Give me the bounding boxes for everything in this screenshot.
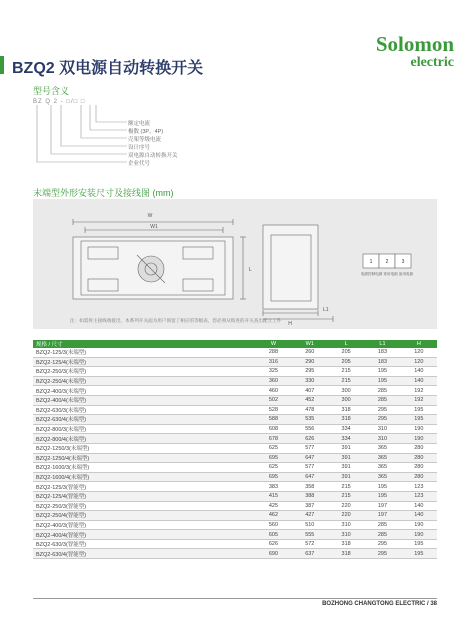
cell-value: 195	[364, 376, 400, 386]
cell-value: 140	[401, 367, 437, 377]
cell-value: 192	[401, 395, 437, 405]
table-row	[33, 482, 437, 492]
table-row	[33, 367, 437, 377]
table-row	[33, 443, 437, 453]
cell-value: 555	[292, 530, 328, 540]
cell-value: 358	[292, 482, 328, 492]
cell-value: 310	[328, 530, 364, 540]
drawing-note: 注：如需将主接线端接出，本系列开关面为用户预留了相应的等级表，您必须从购进的开关查出配立工件	[70, 318, 282, 323]
cell-value: 140	[401, 511, 437, 521]
table-row	[33, 453, 437, 463]
table-row	[33, 348, 437, 357]
cell-value: 316	[255, 357, 291, 367]
cell-value: 318	[328, 415, 364, 425]
cell-value: 334	[328, 434, 364, 444]
cell-spec: BZQ2-1250/3(末端型)	[33, 443, 255, 453]
cell-value: 560	[255, 520, 291, 530]
cell-value: 391	[328, 463, 364, 473]
cell-value: 120	[401, 348, 437, 357]
terminal-3: 3	[401, 259, 405, 265]
cell-spec: BZQ2-630/3(末端型)	[33, 405, 255, 415]
cell-spec: BZQ2-125/4(智能型)	[33, 491, 255, 501]
cell-value: 220	[328, 501, 364, 511]
cell-value: 572	[292, 539, 328, 549]
table-row	[33, 424, 437, 434]
label-h: H	[288, 321, 292, 327]
cell-value: 577	[292, 463, 328, 473]
model-explain-frame-current: 壳架等级电流	[128, 137, 162, 143]
cell-value: 190	[401, 434, 437, 444]
cell-value: 625	[255, 443, 291, 453]
cell-value: 608	[255, 424, 291, 434]
cell-spec: BZQ2-250/4(智能型)	[33, 511, 255, 521]
cell-value: 647	[292, 472, 328, 482]
cell-value: 383	[255, 482, 291, 492]
cell-value: 535	[292, 415, 328, 425]
brand-sub: electric	[410, 55, 454, 70]
cell-value: 197	[364, 511, 400, 521]
label-l: L	[249, 267, 252, 273]
cell-value: 290	[292, 357, 328, 367]
cell-value: 280	[401, 453, 437, 463]
cell-value: 295	[364, 415, 400, 425]
cell-value: 334	[328, 424, 364, 434]
cell-spec: BZQ2-800/3(末端型)	[33, 424, 255, 434]
cell-spec: BZQ2-1600/4(末端型)	[33, 472, 255, 482]
cell-value: 387	[292, 501, 328, 511]
cell-value: 280	[401, 463, 437, 473]
cell-value: 195	[401, 539, 437, 549]
cell-value: 588	[255, 415, 291, 425]
cell-value: 215	[328, 367, 364, 377]
cell-spec: BZQ2-400/4(末端型)	[33, 395, 255, 405]
model-explain-design-no: 设计序号	[128, 145, 151, 151]
cell-value: 220	[328, 511, 364, 521]
cell-spec: BZQ2-125/4(末端型)	[33, 357, 255, 367]
brand-logo	[376, 34, 454, 70]
table-row	[33, 434, 437, 444]
table-row	[33, 530, 437, 540]
table-row	[33, 376, 437, 386]
cell-value: 215	[328, 376, 364, 386]
cell-value: 123	[401, 482, 437, 492]
page-footer: BOZHONG CHANGTONG ELECTRIC / 38	[322, 601, 437, 607]
cell-spec: BZQ2-1250/4(末端型)	[33, 453, 255, 463]
cell-value: 295	[364, 549, 400, 559]
cell-value: 318	[328, 549, 364, 559]
table-row	[33, 386, 437, 396]
cell-value: 285	[364, 530, 400, 540]
cell-value: 192	[401, 386, 437, 396]
cell-value: 365	[364, 472, 400, 482]
cell-value: 452	[292, 395, 328, 405]
model-explain-poles: 极数 (3P、4P)	[128, 129, 164, 135]
cell-value: 288	[255, 348, 291, 357]
cell-value: 195	[401, 549, 437, 559]
dimension-drawing	[33, 199, 437, 329]
cell-value: 695	[255, 472, 291, 482]
cell-value: 215	[328, 482, 364, 492]
brand-name: Solomon	[375, 32, 454, 56]
cell-spec: BZQ2-800/4(末端型)	[33, 434, 255, 444]
cell-spec: BZQ2-630/4(智能型)	[33, 549, 255, 559]
switch-outline-drawing	[33, 199, 437, 329]
cell-value: 556	[292, 424, 328, 434]
table-row	[33, 472, 437, 482]
cell-value: 391	[328, 453, 364, 463]
cell-value: 285	[364, 395, 400, 405]
terminal-caption: 电源控制电源 常用电源 备用电源	[360, 272, 414, 276]
cell-value: 140	[401, 501, 437, 511]
terminal-2: 2	[385, 259, 389, 265]
header-spec: 规格 / 尺寸	[33, 340, 255, 348]
table-row	[33, 463, 437, 473]
cell-value: 415	[255, 491, 291, 501]
cell-value: 300	[328, 386, 364, 396]
terminal-1: 1	[369, 259, 373, 265]
cell-value: 183	[364, 348, 400, 357]
cell-value: 195	[401, 405, 437, 415]
cell-value: 285	[364, 386, 400, 396]
cell-value: 195	[364, 367, 400, 377]
cell-spec: BZQ2-400/4(智能型)	[33, 530, 255, 540]
cell-spec: BZQ2-1600/3(末端型)	[33, 463, 255, 473]
cell-value: 678	[255, 434, 291, 444]
cell-value: 295	[364, 539, 400, 549]
cell-spec: BZQ2-125/3(末端型)	[33, 348, 255, 357]
cell-value: 460	[255, 386, 291, 396]
title-bar	[0, 53, 240, 75]
model-explain-rated-current: 额定电流	[128, 121, 151, 127]
header-l1: L1	[364, 340, 400, 348]
cell-value: 318	[328, 405, 364, 415]
label-l1: L1	[323, 307, 329, 313]
table-row	[33, 511, 437, 521]
cell-value: 690	[255, 549, 291, 559]
cell-value: 205	[328, 357, 364, 367]
cell-spec: BZQ2-250/4(末端型)	[33, 376, 255, 386]
header-w: W	[255, 340, 291, 348]
header-w1: W1	[292, 340, 328, 348]
cell-spec: BZQ2-400/3(末端型)	[33, 386, 255, 396]
cell-value: 318	[328, 539, 364, 549]
table-row	[33, 549, 437, 559]
cell-value: 365	[364, 443, 400, 453]
model-code-leader-lines	[33, 103, 133, 173]
cell-value: 637	[292, 549, 328, 559]
cell-spec: BZQ2-630/4(末端型)	[33, 415, 255, 425]
cell-value: 310	[364, 434, 400, 444]
cell-value: 190	[401, 520, 437, 530]
cell-spec: BZQ2-400/3(智能型)	[33, 520, 255, 530]
cell-value: 183	[364, 357, 400, 367]
cell-value: 260	[292, 348, 328, 357]
cell-value: 365	[364, 453, 400, 463]
header-h: H	[401, 340, 437, 348]
table-row	[33, 501, 437, 511]
cell-value: 695	[255, 453, 291, 463]
table-row	[33, 415, 437, 425]
cell-value: 205	[328, 348, 364, 357]
label-w: W	[147, 213, 153, 219]
cell-value: 626	[255, 539, 291, 549]
table-header-row	[33, 340, 437, 348]
cell-value: 391	[328, 472, 364, 482]
dimension-table-body	[33, 348, 437, 559]
table-row	[33, 405, 437, 415]
cell-spec: BZQ2-630/3(智能型)	[33, 539, 255, 549]
cell-value: 195	[364, 482, 400, 492]
model-code: BZ Q 2 - □/□ □	[33, 99, 86, 105]
cell-value: 407	[292, 386, 328, 396]
cell-value: 295	[292, 367, 328, 377]
title-accent	[0, 56, 4, 74]
cell-value: 300	[328, 395, 364, 405]
cell-value: 388	[292, 491, 328, 501]
table-row	[33, 520, 437, 530]
cell-value: 462	[255, 511, 291, 521]
model-explain-product: 双电源自动转换开关	[128, 153, 178, 159]
footer-rule	[33, 598, 437, 599]
section-model-heading: 型号含义	[33, 86, 70, 96]
table-row	[33, 491, 437, 501]
cell-value: 310	[328, 520, 364, 530]
cell-value: 360	[255, 376, 291, 386]
cell-value: 425	[255, 501, 291, 511]
cell-value: 605	[255, 530, 291, 540]
cell-value: 190	[401, 424, 437, 434]
cell-value: 195	[364, 491, 400, 501]
cell-value: 391	[328, 443, 364, 453]
cell-value: 647	[292, 453, 328, 463]
cell-value: 577	[292, 443, 328, 453]
cell-value: 195	[401, 415, 437, 425]
cell-value: 625	[255, 463, 291, 473]
cell-spec: BZQ2-250/3(末端型)	[33, 367, 255, 377]
section-dims-heading: 末端型外形安装尺寸及接线图 (mm)	[33, 188, 174, 198]
cell-value: 478	[292, 405, 328, 415]
cell-value: 626	[292, 434, 328, 444]
table-row	[33, 539, 437, 549]
cell-value: 295	[364, 405, 400, 415]
model-explain-company: 企业代号	[128, 161, 151, 167]
table-row	[33, 357, 437, 367]
table-row	[33, 395, 437, 405]
header-l: L	[328, 340, 364, 348]
cell-value: 528	[255, 405, 291, 415]
cell-value: 365	[364, 463, 400, 473]
cell-value: 510	[292, 520, 328, 530]
cell-value: 285	[364, 520, 400, 530]
cell-value: 310	[364, 424, 400, 434]
cell-value: 215	[328, 491, 364, 501]
cell-value: 197	[364, 501, 400, 511]
cell-value: 502	[255, 395, 291, 405]
cell-value: 120	[401, 357, 437, 367]
cell-value: 325	[255, 367, 291, 377]
cell-value: 123	[401, 491, 437, 501]
cell-value: 140	[401, 376, 437, 386]
page-title: BZQ2 双电源自动转换开关	[12, 60, 204, 77]
dimension-table	[33, 340, 437, 559]
cell-value: 330	[292, 376, 328, 386]
cell-value: 190	[401, 530, 437, 540]
cell-spec: BZQ2-125/3(智能型)	[33, 482, 255, 492]
cell-value: 427	[292, 511, 328, 521]
label-w1: W1	[150, 224, 158, 230]
cell-value: 280	[401, 443, 437, 453]
cell-spec: BZQ2-250/3(智能型)	[33, 501, 255, 511]
cell-value: 280	[401, 472, 437, 482]
